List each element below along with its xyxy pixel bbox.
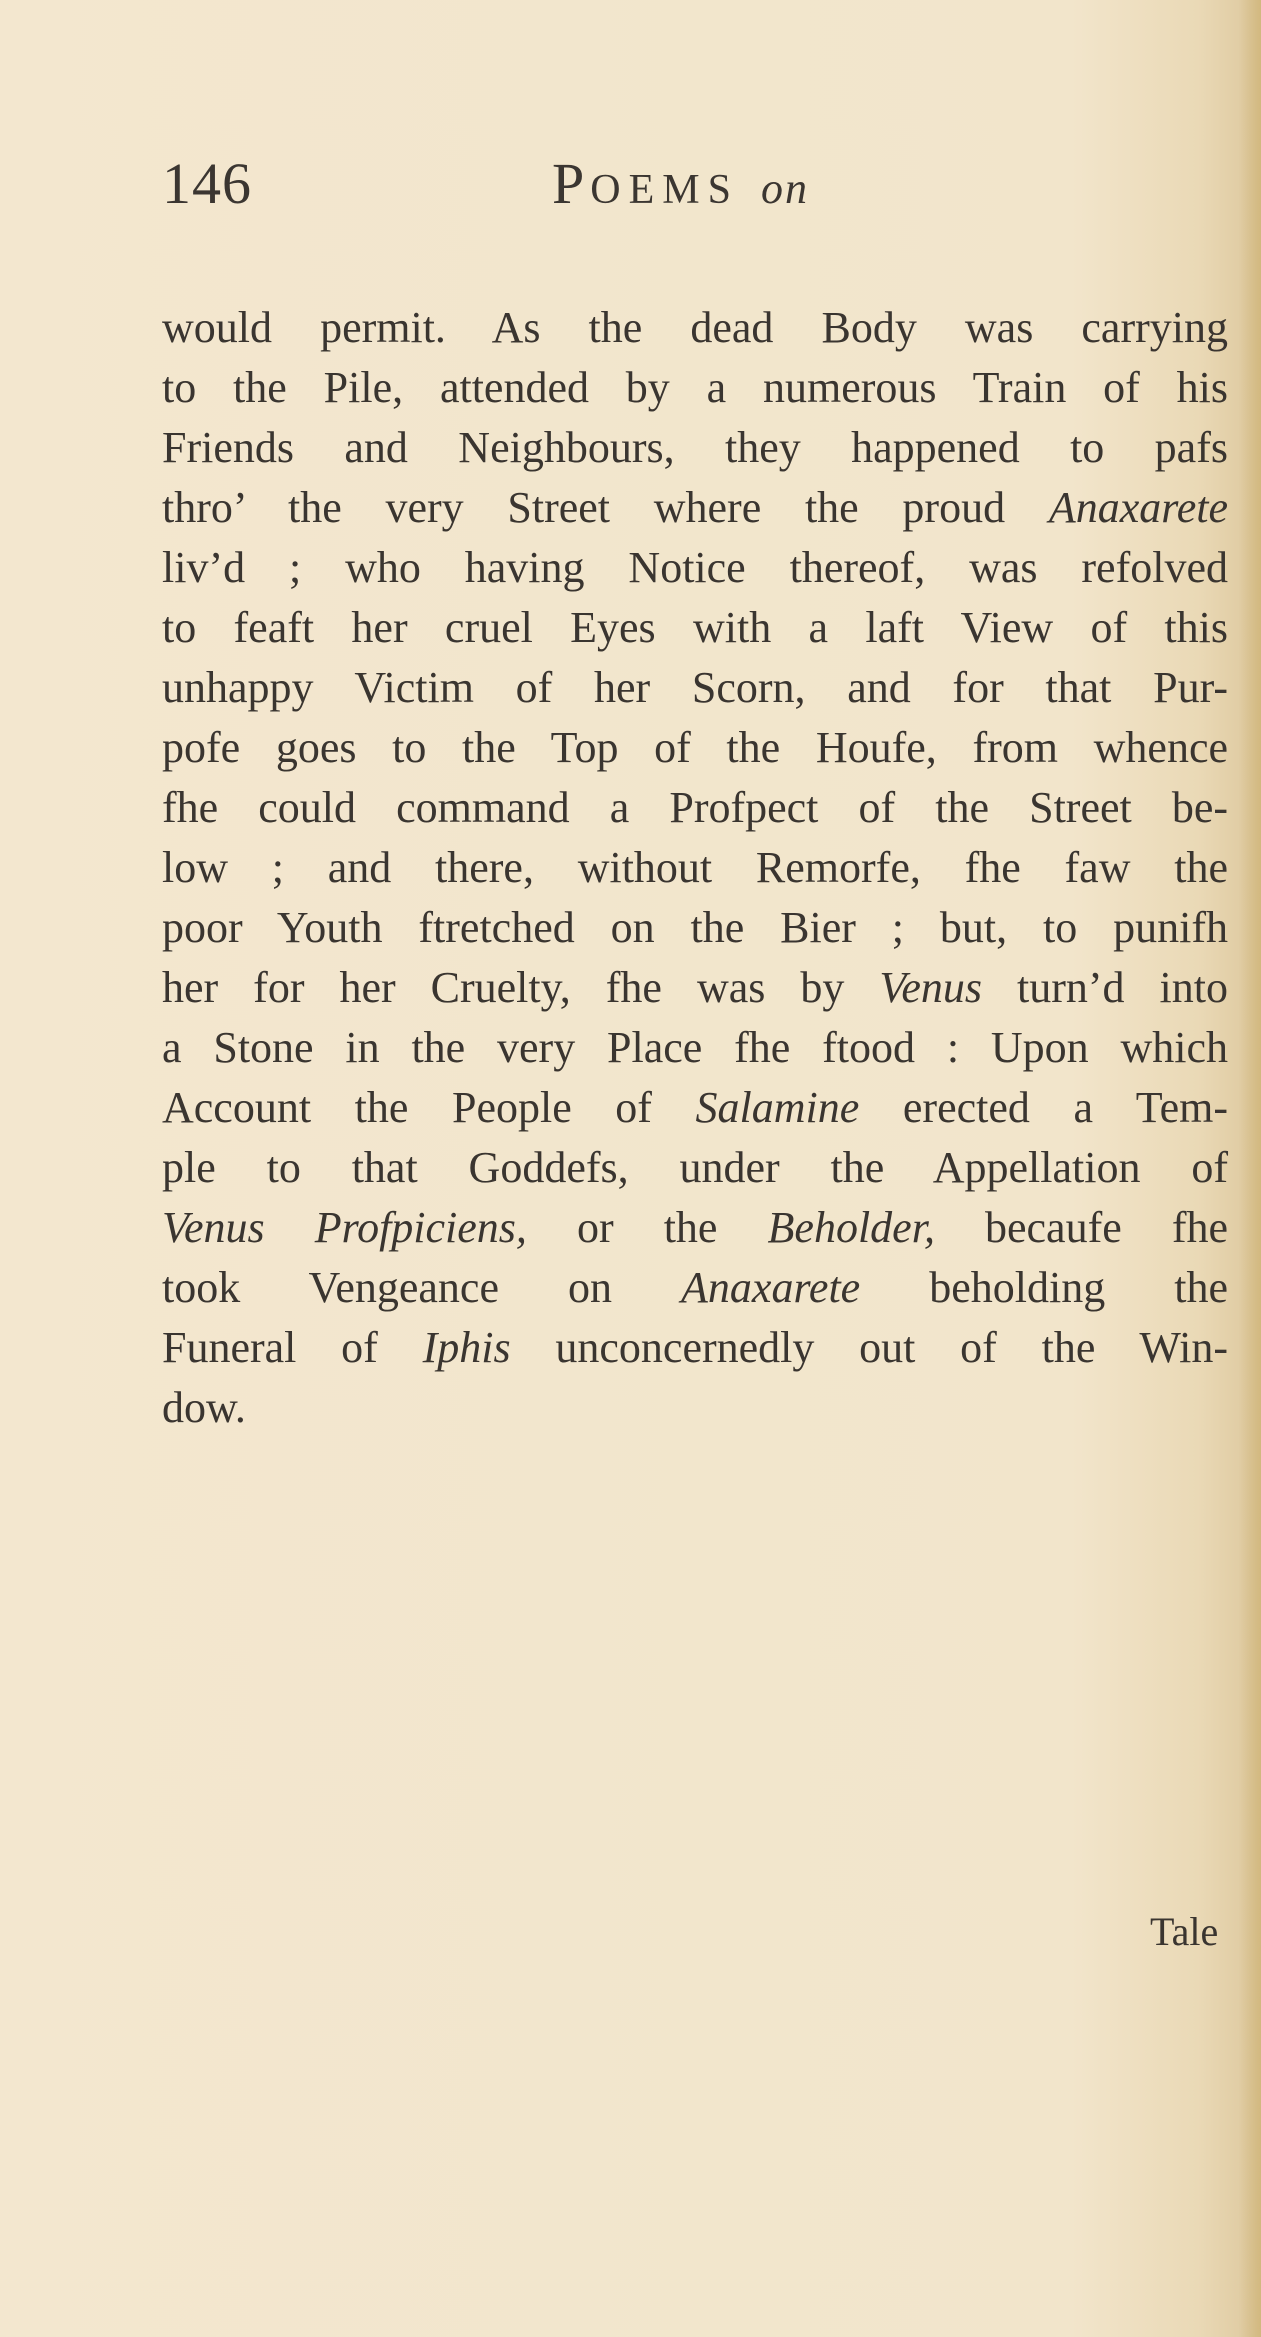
page-header (162, 150, 1162, 220)
catchword: Tale (1150, 1909, 1219, 1954)
running-head-italic: on (760, 164, 809, 213)
text-line-16: Venus Profpiciens, or the Beholder, becaufe fhe (162, 1203, 1229, 1252)
text-line-7: unhappy Victim of her Scorn, and for that Pur- (162, 663, 1228, 712)
text-line-1: would permit. As the dead Body was carrying (162, 303, 1228, 352)
text-line-4: thro’ the very Street where the proud Anaxarete (162, 483, 1228, 532)
text-line-2: to the Pile, attended by a numerous Train of his (162, 363, 1228, 412)
text-line-12: her for her Cruelty, fhe was by Venus turn’d into (162, 963, 1228, 1012)
text-line-13: a Stone in the very Place fhe ftood : Upon which (162, 1023, 1228, 1072)
text-line-11: poor Youth ftretched on the Bier ; but, to punifh (162, 903, 1228, 952)
running-head-rest: OEMS (590, 167, 739, 213)
text-line-9: fhe could command a Profpect of the Street be- (162, 783, 1228, 832)
text-line-18: Funeral of Iphis unconcernedly out of the Win- (162, 1323, 1228, 1372)
running-head-initial: P (552, 151, 591, 216)
text-line-19: dow. (162, 1383, 246, 1432)
text-line-15: ple to that Goddefs, under the Appellation of (162, 1143, 1228, 1192)
page-edge-shading (1239, 0, 1261, 2337)
running-head (552, 150, 809, 217)
text-line-5: liv’d ; who having Notice thereof, was refolved (162, 543, 1228, 592)
text-line-10: low ; and there, without Remorfe, fhe faw the (162, 843, 1228, 892)
text-line-14: Account the People of Salamine erected a Tem- (162, 1083, 1228, 1132)
text-line-8: pofe goes to the Top of the Houfe, from whence (162, 723, 1228, 772)
text-line-6: to feaft her cruel Eyes with a laft View of this (162, 603, 1228, 652)
body-text (162, 298, 1228, 1438)
text-line-3: Friends and Neighbours, they happened to pafs (162, 423, 1228, 472)
text-line-17: took Vengeance on Anaxarete beholding the (162, 1263, 1228, 1312)
page-number: 146 (162, 151, 252, 216)
